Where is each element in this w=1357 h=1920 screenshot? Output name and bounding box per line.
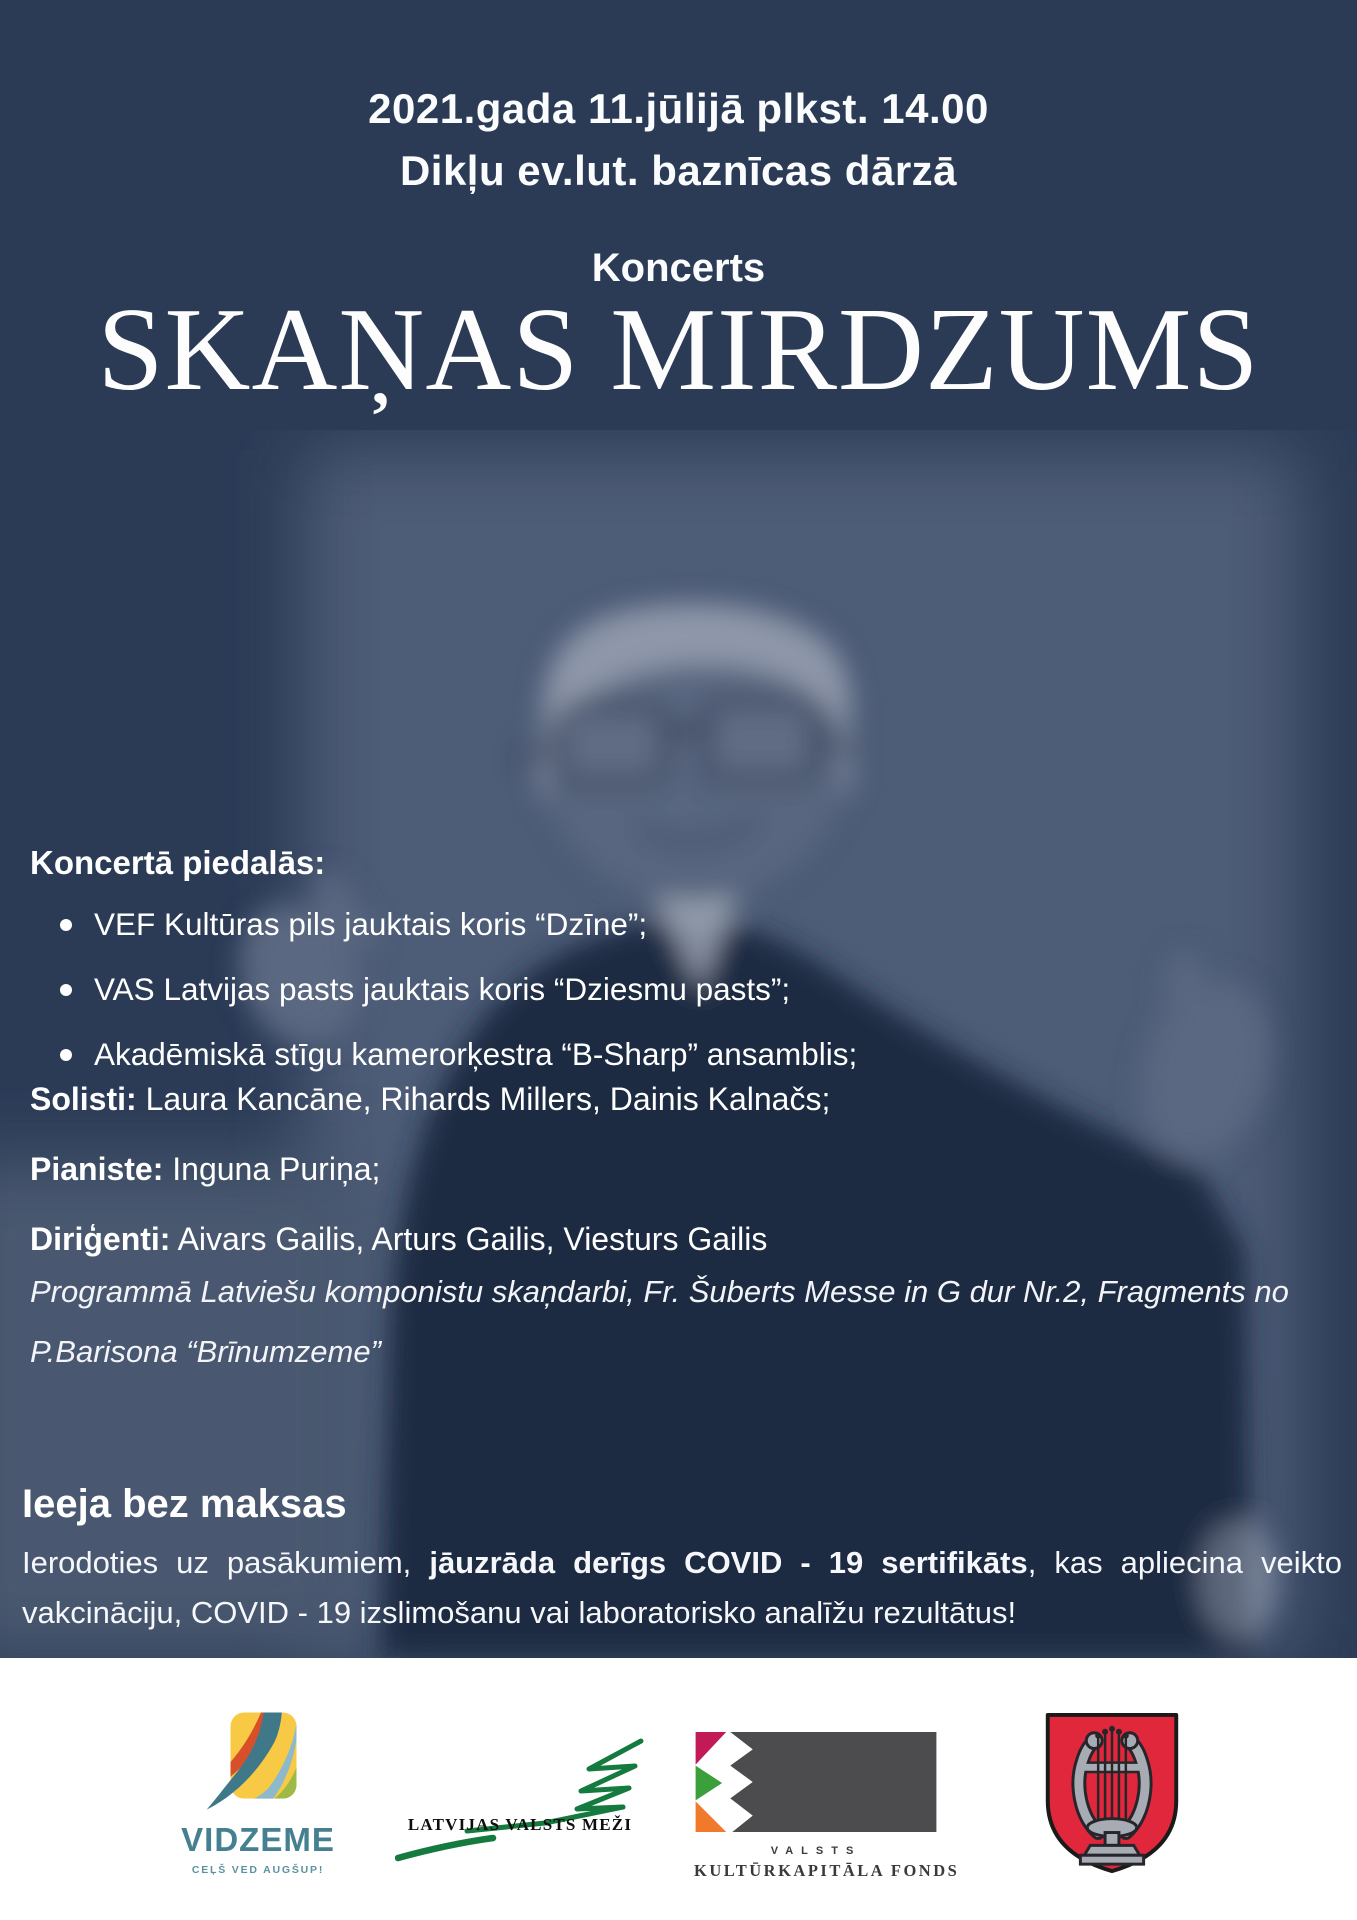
credit-line bbox=[30, 1064, 830, 1134]
lvm-wordmark: LATVIJAS VALSTS MEŽI bbox=[407, 1815, 633, 1834]
program-note: Programmā Latviešu komponistu skaņdarbi, Fr. Šuberts Messe in G dur Nr.2, Fragments no P.Barisona “Brīnumzeme” bbox=[30, 1274, 1289, 1369]
coat-of-arms-icon bbox=[1042, 1710, 1182, 1881]
bullet-dot bbox=[60, 984, 72, 996]
vkkf-mark-icon bbox=[695, 1732, 937, 1832]
participants-section bbox=[30, 840, 857, 1087]
lvm-tree-icon bbox=[395, 1735, 645, 1865]
admission-text-after: , kas apliecina veikto vakcināciju, COVID - 19 izslimošanu vai laboratorisko analīžu rezultātus! bbox=[22, 1545, 1343, 1630]
list-item bbox=[30, 957, 857, 1022]
lvm-logo bbox=[395, 1735, 645, 1865]
participant-text: VAS Latvijas pasts jauktais koris “Dziesmu pasts”; bbox=[94, 971, 791, 1007]
poster-title: SKAŅAS MIRDZUMS bbox=[97, 283, 1260, 415]
vidzeme-wordmark: VIDZEME bbox=[181, 1821, 335, 1858]
admission-text bbox=[22, 1538, 1342, 1638]
participants-heading: Koncertā piedalās: bbox=[30, 844, 326, 881]
concert-label: Koncerts bbox=[591, 246, 766, 290]
vkkf-wordmark-line2: KULTŪRKAPITĀLA FONDS bbox=[694, 1861, 960, 1880]
vkkf-logo bbox=[694, 1732, 960, 1881]
event-datetime bbox=[0, 78, 1357, 202]
list-item bbox=[30, 892, 857, 957]
vidzeme-tagline: CEĻŠ VED AUGŠUP! bbox=[191, 1864, 325, 1876]
credit-value: Inguna Puriņa; bbox=[163, 1151, 381, 1187]
admission-section bbox=[22, 1480, 1342, 1638]
credit-value: Laura Kancāne, Rihards Millers, Dainis Kalnačs; bbox=[136, 1081, 831, 1117]
admission-text-bold: jāuzrāda derīgs COVID - 19 sertifikāts bbox=[429, 1545, 1028, 1580]
bullet-dot bbox=[60, 1049, 72, 1061]
admission-heading: Ieeja bez maksas bbox=[22, 1482, 347, 1526]
bullet-dot bbox=[60, 919, 72, 931]
credits-section bbox=[30, 1064, 830, 1274]
date-line: 2021.gada 11.jūlijā plkst. 14.00 bbox=[368, 85, 989, 132]
credit-label: Solisti: bbox=[30, 1081, 137, 1117]
participant-text: VEF Kultūras pils jauktais koris “Dzīne”; bbox=[94, 906, 648, 942]
credit-value: Aivars Gailis, Arturs Gailis, Viesturs Gailis bbox=[170, 1221, 768, 1257]
sponsor-footer bbox=[0, 1658, 1357, 1920]
credit-line bbox=[30, 1134, 830, 1204]
admission-text-before: Ierodoties uz pasākumiem, bbox=[22, 1545, 430, 1580]
venue-line: Dikļu ev.lut. baznīcas dārzā bbox=[399, 147, 958, 194]
credit-label: Diriģenti: bbox=[30, 1221, 171, 1257]
participants-list bbox=[30, 892, 857, 1087]
participant-text: Akadēmiskā stīgu kamerorķestra “B-Sharp” ansamblis; bbox=[94, 1036, 858, 1072]
credit-label: Pianiste: bbox=[30, 1151, 164, 1187]
vidzeme-mark-icon bbox=[203, 1710, 313, 1814]
vkkf-wordmark-line1: VALSTS bbox=[770, 1845, 862, 1857]
vidzeme-logo bbox=[133, 1710, 383, 1876]
